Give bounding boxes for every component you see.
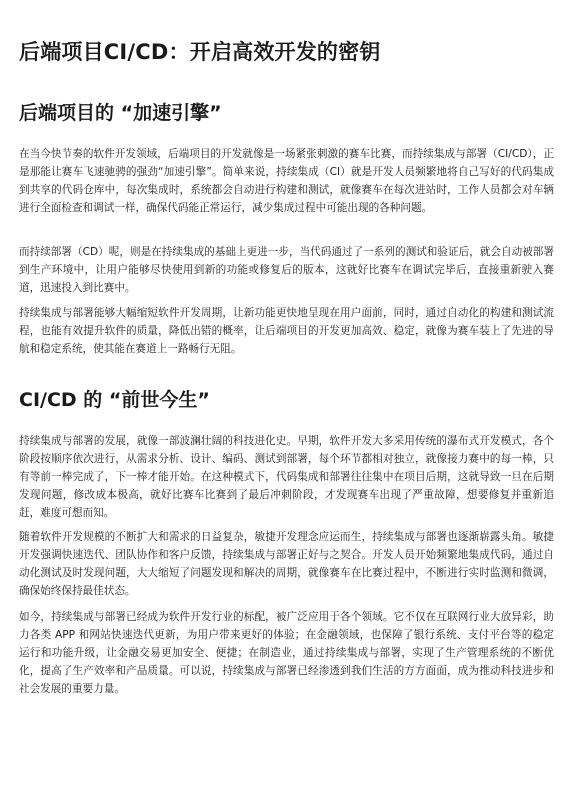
paragraph: 持续集成与部署能够大幅缩短软件开发周期，让新功能更快地呈现在用户面前，同时，通过自动化的构建和测试流程，也能有效提升软件的质量，降低出错的概率，让后端项目的开发更加高效、稳定，就像为赛车装上了先进的导航和稳定系统，使其能在赛道上一路畅行无阻。 xyxy=(19,307,554,355)
section-heading-history: CI/CD 的 “前世今生” xyxy=(19,389,210,411)
paragraph: 随着软件开发规模的不断扩大和需求的日益复杂，敏捷开发理念应运而生，持续集成与部署也逐渐崭露头角。敏捷开发强调快速迭代、团队协作和客户反馈，持续集成与部署正好与之契合。开发人员开始频繁地集成代码，通过自动化测试及时发现问题，大大缩短了问题发现和解决的周期，就像赛车在比赛过程中，不断进行实时监测和微调，确保始终保持最佳状态。 xyxy=(19,531,554,597)
page-title: 后端项目CI/CD：开启高效开发的密钥 xyxy=(19,40,381,64)
section-heading-accelerator: 后端项目的 “加速引擎” xyxy=(19,102,222,124)
paragraph: 而持续部署（CD）呢，则是在持续集成的基础上更进一步，当代码通过了一系列的测试和验证后，就会自动被部署到生产环境中，让用户能够尽快使用到新的功能或修复后的版本，这就好比赛车在调试完毕后，直接重新驶入赛道，迅速投入到比赛中。 xyxy=(19,246,554,294)
paragraph: 如今，持续集成与部署已经成为软件开发行业的标配，被广泛应用于各个领域。它不仅在互联网行业大放异彩，助力各类 APP 和网站快速迭代更新，为用户带来更好的体验；在金融领域，也保障了银行系统、支付平台等的稳定运行和功能升级，让金融交易更加安全、便捷；在制造业，通过持续集成与部署，实现了生产管理系统的不断优化，提高了生产效率和产品质量。可以说，持续集成与部署已经渗透到我们生活的方方面面，成为推动科技进步和社会发展的重要力量。 xyxy=(19,611,554,695)
paragraph: 持续集成与部署的发展，就像一部波澜壮阔的科技进化史。早期，软件开发大多采用传统的瀑布式开发模式，各个阶段按顺序依次进行，从需求分析、设计、编码、测试到部署，每个环节都相对独立，就像接力赛中的每一棒，只有等前一棒完成了，下一棒才能开始。在这种模式下，代码集成和部署往往集中在项目后期，这就导致一旦在后期发现问题，修改成本极高，就好比赛车比赛到了最后冲刺阶段，才发现赛车出现了严重故障，想要修复并重新追赶，难度可想而知。 xyxy=(19,435,554,519)
paragraph: 在当今快节奏的软件开发领域，后端项目的开发就像是一场紧张刺激的赛车比赛，而持续集成与部署（CI/CD），正是那能让赛车飞速驰骋的强劲“加速引擎”。简单来说，持续集成（CI）就是开发人员频繁地将自己写好的代码集成到共享的代码仓库中，每次集成时，系统都会自动进行构建和测试，就像赛车在每次进站时，工作人员都会对车辆进行全面检查和调试一样，确保代码能正常运行，减少集成过程中可能出现的各种问题。 xyxy=(19,148,554,214)
